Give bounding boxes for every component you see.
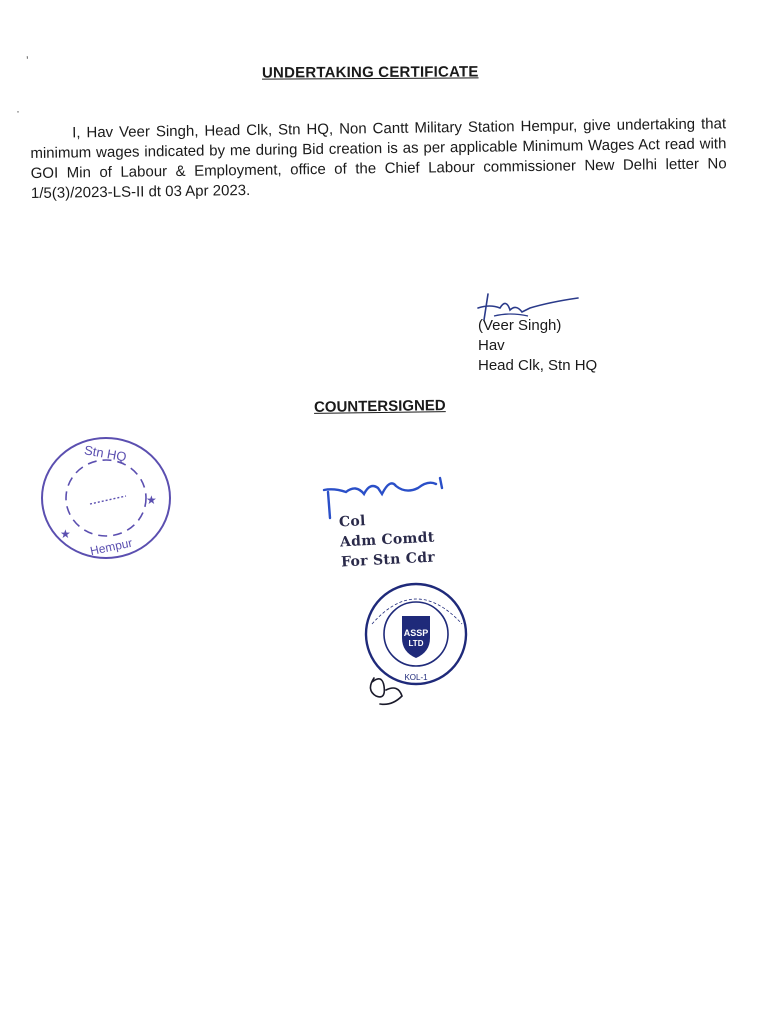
- countersigned-heading: COUNTERSIGNED: [313, 397, 446, 416]
- signatory-rank: Hav: [478, 337, 505, 354]
- svg-text:LTD: LTD: [408, 639, 424, 648]
- stn-hq-stamp-icon: [38, 434, 178, 564]
- stamp-line-appointment: Adm Comdt: [339, 529, 435, 551]
- svg-text:ASSP: ASSP: [403, 628, 429, 638]
- scan-mark: ʼ: [26, 54, 29, 68]
- countersign-stamp: [338, 508, 436, 573]
- svg-text:Hempur: Hempur: [88, 535, 134, 559]
- svg-text:Stn HQ: Stn HQ: [83, 442, 128, 465]
- svg-text:KOL-1: KOL-1: [404, 673, 428, 682]
- signatory-name: (Veer Singh): [478, 317, 562, 334]
- stamp-line-rank: Col: [338, 513, 367, 531]
- scan-mark: ·: [16, 104, 20, 118]
- svg-text:★: ★: [60, 527, 71, 541]
- seal-signature-icon: [362, 660, 422, 710]
- undertaking-paragraph: I, Hav Veer Singh, Head Clk, Stn HQ, Non Cantt Military Station Hempur, give undertaking that minimum wages indicated by me during Bid creation is as per applicable Minimum Wages Act read with GOI Min of Labour & Employment, office of the Chief Labour commissioner New Delhi letter No 1/5(3)/2023-LS-II dt 03 Apr 2023.: [30, 115, 727, 202]
- svg-text:★: ★: [146, 493, 157, 507]
- signatory-block: [478, 316, 597, 376]
- document-title: UNDERTAKING CERTIFICATE: [261, 63, 479, 82]
- signatory-appointment: Head Clk, Stn HQ: [478, 357, 598, 374]
- stamp-line-for: For Stn Cdr: [340, 549, 436, 571]
